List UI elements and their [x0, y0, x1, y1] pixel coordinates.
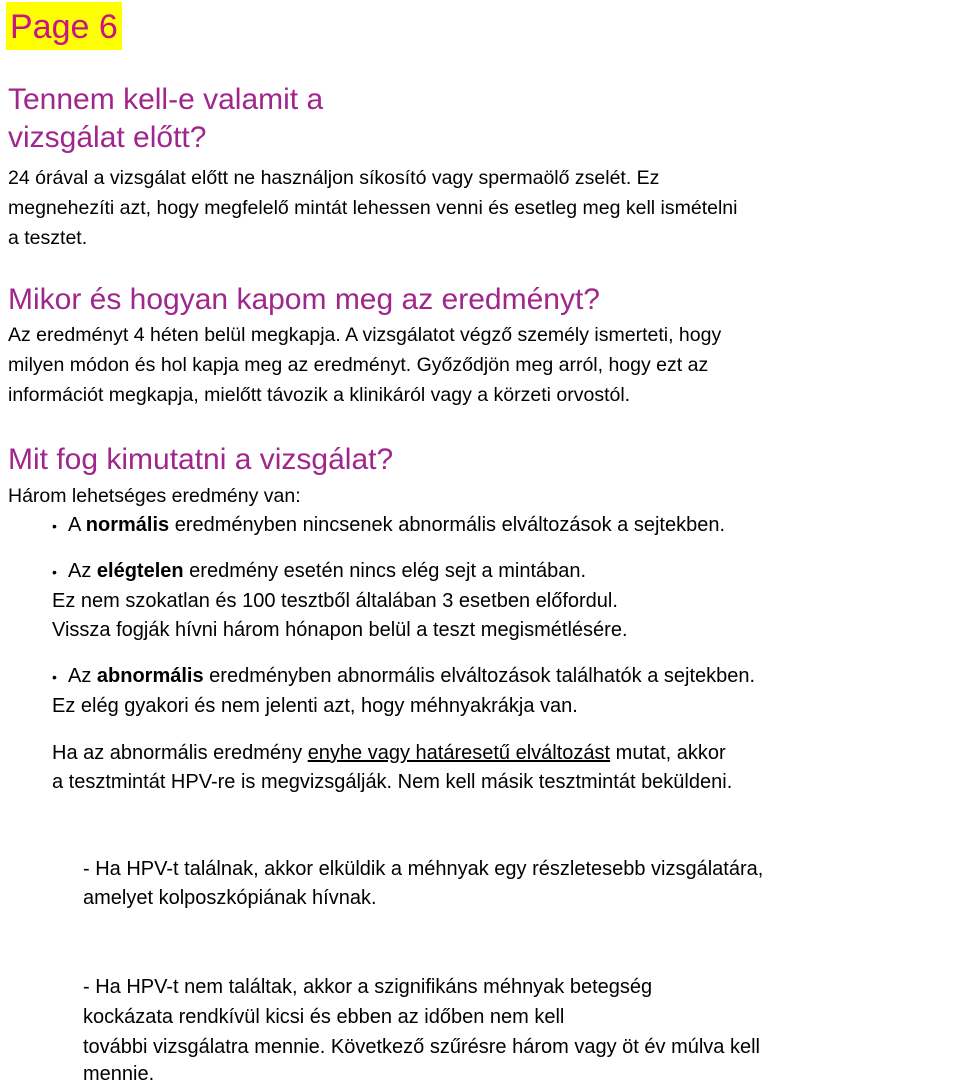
bullet-item-inadequate: Az elégtelen eredmény esetén nincs elég sejt a mintában. — [68, 560, 587, 582]
paragraph-intro: Három lehetséges eredmény van: — [8, 485, 301, 507]
section-heading-preparation-line1: Tennem kell-e valamit a — [8, 83, 324, 116]
underlined-phrase: enyhe vagy határesetű elváltozást — [307, 742, 611, 764]
bullet-continuation: Ez nem szokatlan és 100 tesztből általában 3 esetben előfordul. — [52, 590, 618, 612]
paragraph-line: milyen módon és hol kapja meg az eredményt. Győződjön meg arról, hogy ezt az — [8, 354, 709, 376]
bullet-item-normal: A normális eredményben nincsenek abnormális elváltozások a sejtekben. — [68, 514, 726, 536]
bold-term: normális — [85, 514, 170, 536]
bold-term: abnormális — [96, 665, 204, 687]
dash-item-hpv-not-found: - Ha HPV-t nem találtak, akkor a szignifikáns méhnyak betegség — [83, 976, 653, 998]
paragraph-line: a tesztmintát HPV-re is megvizsgálják. Nem kell másik tesztmintát beküldeni. — [52, 771, 733, 793]
paragraph-line: információt megkapja, mielőtt távozik a klinikáról vagy a körzeti orvostól. — [8, 384, 631, 406]
bullet-icon: • — [52, 564, 57, 580]
bullet-item-abnormal: Az abnormális eredményben abnormális elváltozások találhatók a sejtekben. — [68, 665, 756, 687]
bullet-icon: • — [52, 518, 57, 534]
bullet-continuation: Vissza fogják hívni három hónapon belül a teszt megismétlésére. — [52, 619, 628, 641]
dash-item-continuation: további vizsgálatra mennie. Következő szűrésre három vagy öt év múlva kell — [83, 1036, 760, 1058]
dash-item-continuation: kockázata rendkívül kicsi és ebben az időben nem kell — [83, 1006, 565, 1028]
paragraph-line: megnehezíti azt, hogy megfelelő mintát lehessen venni és esetleg meg kell ismételni — [8, 197, 738, 219]
bold-term: elégtelen — [96, 560, 184, 582]
paragraph-borderline: Ha az abnormális eredmény enyhe vagy határesetű elváltozást mutat, akkor — [52, 742, 726, 764]
dash-item-continuation: amelyet kolposzkópiának hívnak. — [83, 887, 377, 909]
paragraph-line: Az eredményt 4 héten belül megkapja. A vizsgálatot végző személy ismerteti, hogy — [8, 324, 722, 346]
paragraph-line: a tesztet. — [8, 227, 88, 249]
section-heading-findings: Mit fog kimutatni a vizsgálat? — [8, 443, 394, 476]
bullet-continuation: Ez elég gyakori és nem jelenti azt, hogy méhnyakrákja van. — [52, 695, 578, 717]
dash-item-hpv-found: - Ha HPV-t találnak, akkor elküldik a méhnyak egy részletesebb vizsgálatára, — [83, 858, 764, 880]
section-heading-preparation-line2: vizsgálat előtt? — [8, 121, 207, 154]
dash-item-continuation: mennie. — [83, 1063, 155, 1085]
paragraph-line: 24 órával a vizsgálat előtt ne használjon síkosító vagy spermaölő zselét. Ez — [8, 167, 660, 189]
page-label: Page 6 — [6, 2, 122, 50]
section-heading-results: Mikor és hogyan kapom meg az eredményt? — [8, 283, 600, 316]
bullet-icon: • — [52, 669, 57, 685]
